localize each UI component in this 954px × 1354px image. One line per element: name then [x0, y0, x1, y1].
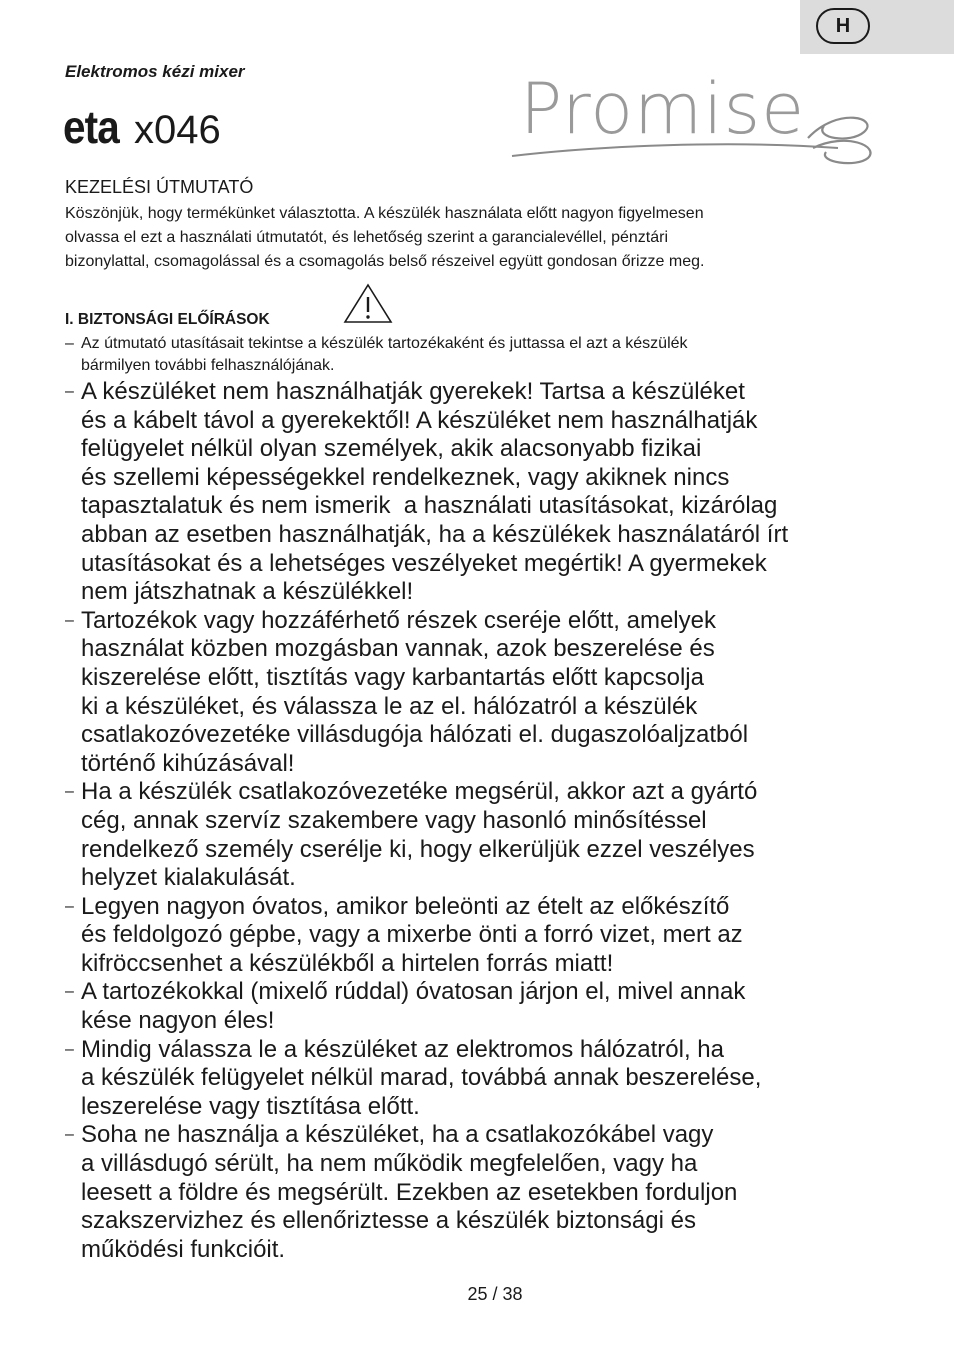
list-dash: –	[65, 783, 74, 801]
item-line: helyzet kialakulását.	[81, 864, 296, 892]
item-line: Soha ne használja a készüléket, ha a csatlakozókábel vagy	[81, 1121, 714, 1149]
item-line: rendelkező személy cserélje ki, hogy elkerüljük ezzel veszélyes	[81, 835, 755, 863]
list-dash: –	[65, 983, 74, 1001]
item-line: tapasztalatuk és nem ismerik a használati utasításokat, kizárólag	[81, 492, 778, 520]
item-line: Mindig válassza le a készüléket az elektromos hálózatról, ha	[81, 1035, 724, 1063]
manual-heading: KEZELÉSI ÚTMUTATÓ	[65, 177, 254, 197]
item-line: és a kábelt távol a gyerekektől! A készüléket nem használhatják	[81, 406, 758, 434]
item-line: Ha a készülék csatlakozóvezetéke megsérül, akkor azt a gyártó	[81, 778, 758, 806]
safety-heading: I. BIZTONSÁGI ELŐÍRÁSOK	[65, 311, 270, 328]
safety-item	[65, 1036, 895, 1122]
item-line: utasításokat és a lehetséges veszélyeket megértik! A gyermekek	[81, 549, 767, 577]
safety-item	[65, 893, 895, 979]
item-line: Az útmutató utasításait tekintse a készülék tartozékaként és juttassa el azt a készülék	[81, 335, 688, 352]
item-line: cég, annak szervíz szakembere vagy hasonló minősítéssel	[81, 806, 707, 834]
page-number: 25 / 38	[467, 1284, 523, 1304]
item-line: kiszerelése előtt, tisztítás vagy karbantartás előtt kapcsolja	[81, 663, 704, 691]
item-line: szakszervizhez és ellenőriztesse a készülék biztonsági és	[81, 1207, 696, 1235]
intro-paragraph	[65, 202, 895, 274]
list-dash: –	[65, 383, 74, 400]
logo-text: Promise	[520, 68, 806, 150]
list-dash: –	[65, 897, 74, 915]
model-code: x046	[134, 108, 221, 152]
warning-triangle-icon	[342, 282, 394, 324]
language-badge: H	[816, 8, 870, 44]
safety-item	[65, 607, 895, 779]
item-line: bármilyen további felhasználójának.	[81, 357, 335, 374]
item-line: kése nagyon éles!	[81, 1007, 275, 1035]
list-dash: –	[65, 1040, 74, 1058]
item-line: leesett a földre és megsérült. Ezekben az esetekben forduljon	[81, 1178, 738, 1206]
intro-line: bizonylattal, csomagolással és a csomagolás belső részeivel együtt gondosan őrizze meg.	[65, 253, 705, 270]
item-line: és feldolgozó gépbe, vagy a mixerbe önti a forró vizet, mert az	[81, 921, 743, 949]
item-line: leszerelése vagy tisztítása előtt.	[81, 1092, 420, 1120]
safety-list	[65, 378, 895, 1264]
item-line: Tartozékok vagy hozzáférhető részek cseréje előtt, amelyek	[81, 606, 716, 634]
list-dash: –	[65, 1126, 74, 1144]
item-line: A tartozékokkal (mixelő rúddal) óvatosan járjon el, mivel annak	[81, 978, 746, 1006]
safety-item	[65, 978, 895, 1035]
item-line: nem játszhatnak a készülékkel!	[81, 578, 414, 606]
safety-item-intro	[65, 333, 895, 377]
list-dash: –	[65, 611, 74, 629]
safety-item	[65, 1121, 895, 1264]
item-line: kifröccsenhet a készülékből a hirtelen forrás miatt!	[81, 949, 614, 977]
item-line: működési funkcióit.	[81, 1235, 286, 1263]
item-line: a villásdugó sérült, ha nem működik megfelelően, vagy ha	[81, 1150, 698, 1178]
language-tab	[800, 0, 954, 54]
safety-item	[65, 778, 895, 892]
item-line: A készüléket nem használhatják gyerekek! Tartsa a készüléket	[81, 378, 745, 405]
list-dash: –	[65, 335, 74, 352]
model-title	[63, 101, 221, 153]
item-line: abban az esetben használhatják, ha a készülékek használatáról írt	[81, 520, 789, 548]
product-subtitle: Elektromos kézi mixer	[65, 62, 245, 81]
item-line: Legyen nagyon óvatos, amikor beleönti az ételt az előkészítő	[81, 892, 730, 920]
item-line: és szellemi képességekkel rendelkeznek, vagy akiknek nincs	[81, 463, 730, 491]
intro-line: Köszönjük, hogy termékünket választotta. A készülék használata előtt nagyon figyelmesen	[65, 205, 704, 222]
intro-line: olvassa el ezt a használati útmutatót, és lehetőség szerint a garancialevéllel, pénztári	[65, 229, 669, 246]
item-line: csatlakozóvezetéke villásdugója hálózati el. dugaszolóaljzatból	[81, 721, 749, 749]
item-line: ki a készüléket, és válassza le az el. hálózatról a készülék	[81, 692, 698, 720]
promise-logo	[508, 66, 878, 170]
item-line: felügyelet nélkül olyan személyek, akik alacsonyabb fizikai	[81, 435, 702, 463]
item-line: használat közben mozgásban vannak, azok beszerelése és	[81, 635, 715, 663]
item-line: a készülék felügyelet nélkül marad, továbbá annak beszerelése,	[81, 1064, 762, 1092]
brand-logo: eta	[63, 101, 119, 153]
safety-item	[65, 378, 895, 607]
item-line: történő kihúzásával!	[81, 749, 295, 777]
